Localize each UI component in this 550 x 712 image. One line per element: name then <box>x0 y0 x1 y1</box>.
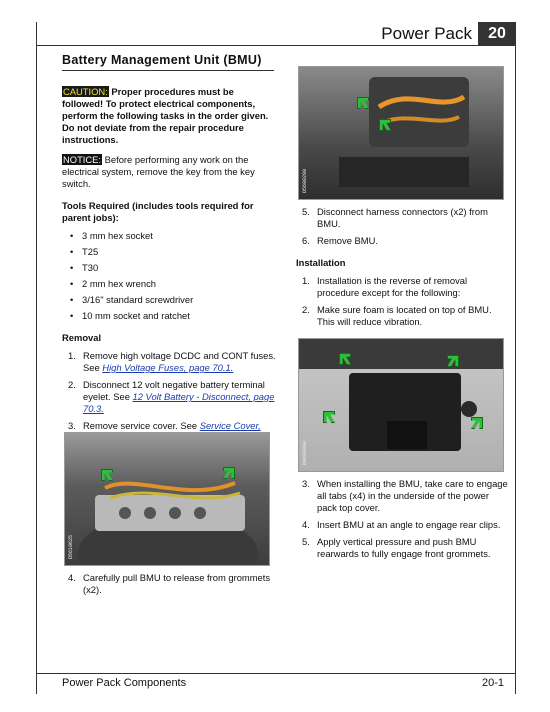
tools-heading: Tools Required (includes tools required for parent jobs): <box>62 200 254 223</box>
installation-heading: Installation <box>296 257 346 268</box>
photo-illustration <box>65 433 270 566</box>
step-text: Insert BMU at an angle to engage rear clips. <box>317 519 501 530</box>
installation-step <box>296 536 510 560</box>
step-text: Carefully pull BMU to release from grommets (x2). <box>83 572 271 595</box>
bmu-harness-photo <box>64 432 270 566</box>
step-text: Remove service cover. See <box>83 420 200 431</box>
photo-code: D5600290 <box>302 168 308 193</box>
removal-step-4 <box>62 572 276 601</box>
tool-item: • 2 mm hex wrench <box>70 278 276 290</box>
removal-step <box>62 350 276 374</box>
bmu-connectors-photo <box>298 66 504 200</box>
step-text: Installation is the reverse of removal procedure except for the following: <box>317 275 468 298</box>
notice-block <box>62 154 276 190</box>
step-text: Make sure foam is located on top of BMU. This will reduce vibration. <box>317 304 492 327</box>
step-number: 6. <box>302 235 310 246</box>
removal-step <box>62 572 276 596</box>
step-text: When installing the BMU, take care to engage all tabs (x4) in the underside of the power pack top cover. <box>317 478 508 513</box>
step-number: 3. <box>68 420 76 431</box>
service-cover-link[interactable]: Service Cover, <box>199 420 261 431</box>
removal-step <box>296 235 510 247</box>
battery-disconnect-link[interactable]: 12 Volt Battery - Disconnect, page 70.3. <box>83 391 275 414</box>
step-number: 5. <box>302 536 310 547</box>
installation-steps-continued <box>296 478 510 565</box>
notice-tag: NOTICE: <box>63 154 102 165</box>
photo-illustration <box>299 339 504 472</box>
step-number: 2. <box>68 379 76 390</box>
installation-step <box>296 519 510 531</box>
page-number: 20-1 <box>481 677 504 689</box>
tool-item: • 3/16" standard screwdriver <box>70 294 276 306</box>
step-text: Disconnect harness connectors (x2) from BMU. <box>317 206 488 229</box>
step-text: Disconnect 12 volt negative battery terminal eyelet. See <box>83 379 265 402</box>
tools-list <box>70 230 276 322</box>
section-rule <box>62 70 274 71</box>
removal-step <box>62 379 276 415</box>
step-number: 4. <box>302 519 310 530</box>
caution-text: Proper procedures must be followed! To protect electrical components, perform the following tasks in the order given. Do not deviate from the repair procedure instructions. <box>62 86 269 145</box>
step-number: 3. <box>302 478 310 489</box>
photo-illustration <box>299 67 504 200</box>
caution-tag: CAUTION: <box>63 86 108 97</box>
installation-step <box>296 478 510 514</box>
tool-item: • T30 <box>70 262 276 274</box>
step-number: 5. <box>302 206 310 217</box>
step-number: 2. <box>302 304 310 315</box>
step-text: Apply vertical pressure and push BMU rearwards to fully engage front grommets. <box>317 536 491 559</box>
step-text: Remove BMU. <box>317 235 378 246</box>
tool-item: • 10 mm socket and ratchet <box>70 310 276 322</box>
photo-code: D5610625 <box>68 534 74 559</box>
footer-section-name: Power Pack Components <box>62 677 187 689</box>
chapter-number: 20 <box>478 22 516 46</box>
installation-step <box>296 275 510 299</box>
step-number: 4. <box>68 572 76 583</box>
step-text: Remove high voltage DCDC and CONT fuses. See <box>83 350 276 373</box>
removal-heading: Removal <box>62 332 102 343</box>
notice-text: Before performing any work on the electrical system, remove the key from the key switch. <box>62 154 255 189</box>
tool-item: • T25 <box>70 246 276 258</box>
bmu-install-photo <box>298 338 504 472</box>
step-number: 1. <box>68 350 76 361</box>
left-column <box>62 86 276 449</box>
removal-step <box>296 206 510 230</box>
tool-item: • 3 mm hex socket <box>70 230 276 242</box>
removal-steps-continued <box>296 206 510 247</box>
section-title: Battery Management Unit (BMU) <box>62 53 262 67</box>
header-title: Power Pack <box>381 24 472 43</box>
step-number: 1. <box>302 275 310 286</box>
installation-steps <box>296 275 510 328</box>
page-header <box>36 22 516 46</box>
removal-steps <box>62 350 276 444</box>
photo-code: D0600300 <box>302 440 308 465</box>
right-column <box>296 206 510 333</box>
footer-rule <box>36 673 516 674</box>
high-voltage-fuses-link[interactable]: High Voltage Fuses, page 70.1. <box>102 362 234 373</box>
caution-block <box>62 86 276 146</box>
installation-step <box>296 304 510 328</box>
